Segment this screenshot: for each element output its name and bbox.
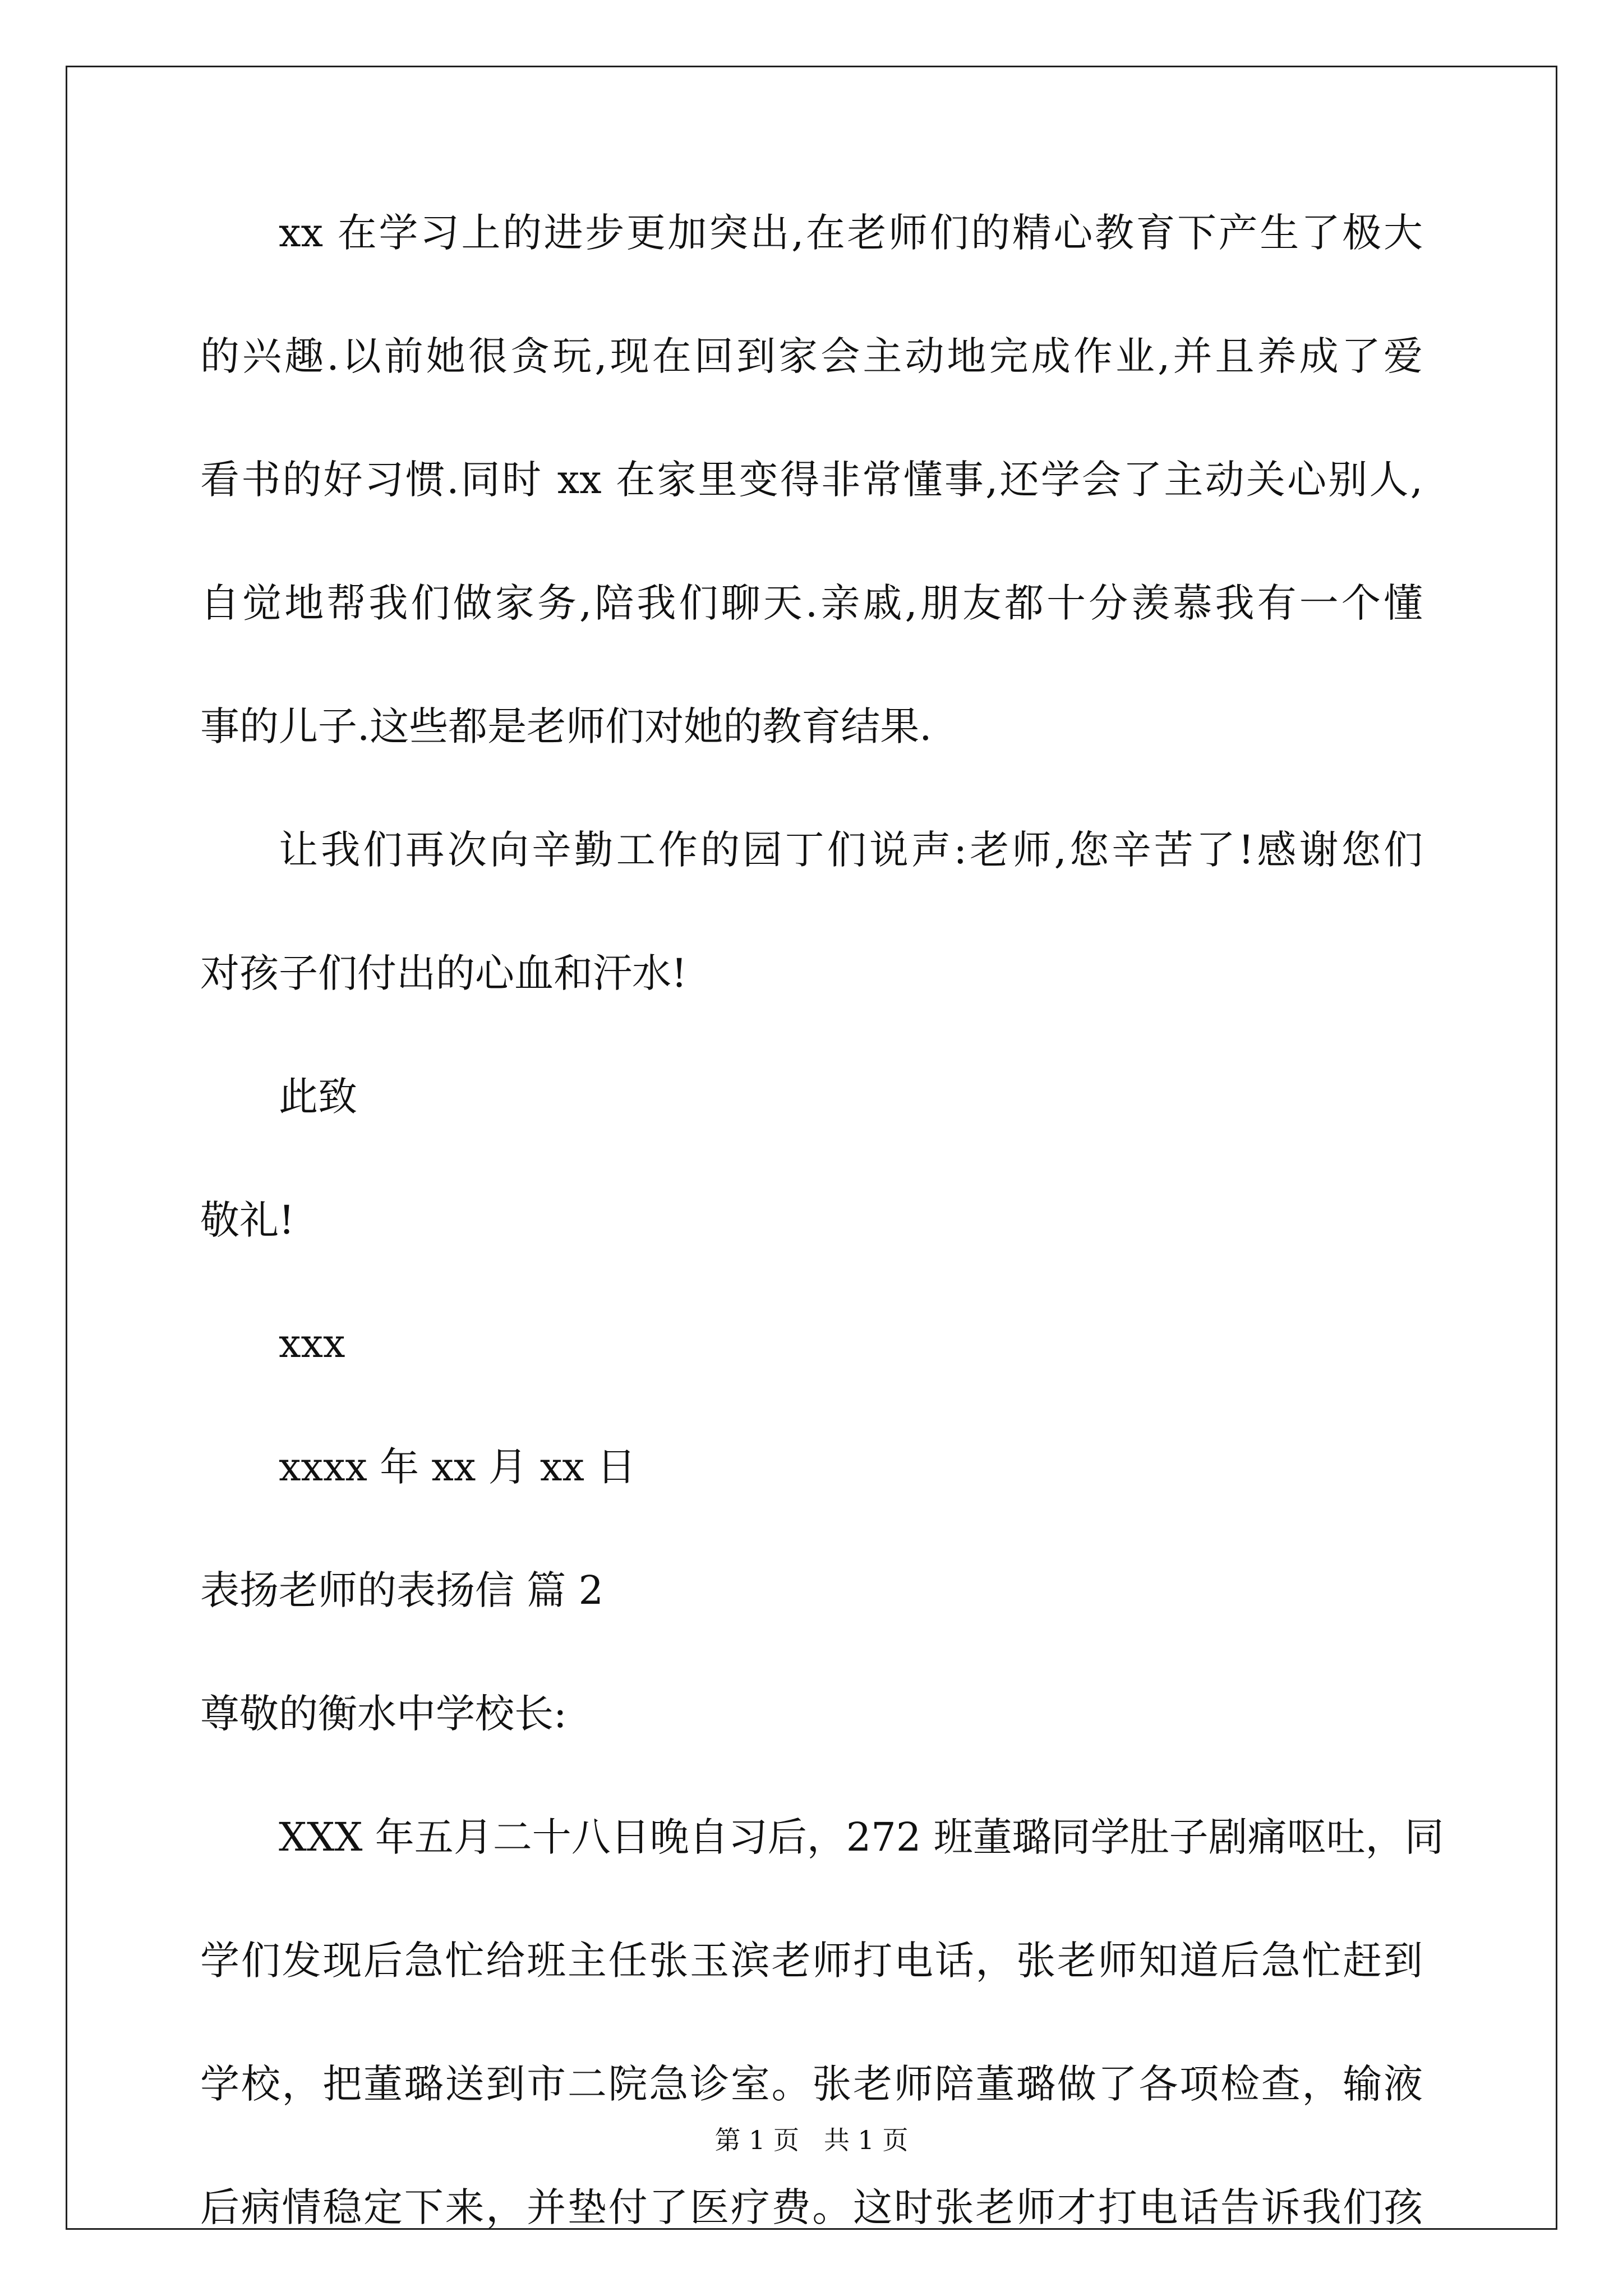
paragraph-2-line-1: 让我们再次向辛勤工作的园丁们说声:老师,您辛苦了!感谢您们 — [279, 827, 1423, 873]
body2-line-4: 后病情稳定下来，并垫付了医疗费。这时张老师才打电话告诉我们孩 — [200, 2184, 1423, 2230]
page-border — [66, 66, 1557, 2230]
page-number: 第 1 页 — [714, 2125, 800, 2155]
body2-line-1: XXX 年五月二十八日晚自习后，272 班董璐同学肚子剧痛呕吐，同 — [279, 1814, 1444, 1860]
paragraph-1-line-3: 看书的好习惯.同时 xx 在家里变得非常懂事,还学会了主动关心别人, — [200, 457, 1423, 503]
date-text: xxxx 年 xx 月 xx 日 — [279, 1444, 637, 1490]
paragraph-1-line-2: 的兴趣.以前她很贪玩,现在回到家会主动地完成作业,并且养成了爱 — [200, 333, 1423, 379]
paragraph-1-line-1: xx 在学习上的进步更加突出,在老师们的精心教育下产生了极大 — [279, 210, 1423, 256]
paragraph-1-line-4: 自觉地帮我们做家务,陪我们聊天.亲戚,朋友都十分羡慕我有一个懂 — [200, 580, 1423, 626]
page-footer — [0, 2123, 1623, 2157]
page-total: 共 1 页 — [823, 2125, 909, 2155]
greeting-text: 尊敬的衡水中学校长: — [200, 1691, 567, 1737]
closing-text: 此致 — [279, 1074, 357, 1120]
paragraph-2-line-2: 对孩子们付出的心血和汗水! — [200, 950, 688, 996]
section-title: 表扬老师的表扬信 篇 2 — [200, 1567, 604, 1613]
salute-text: 敬礼! — [200, 1197, 295, 1243]
body2-line-2: 学们发现后急忙给班主任张玉滨老师打电话，张老师知道后急忙赶到 — [200, 1938, 1423, 1984]
body2-line-3: 学校，把董璐送到市二院急诊室。张老师陪董璐做了各项检查，输液 — [200, 2061, 1423, 2107]
paragraph-1-line-5: 事的儿子.这些都是老师们对她的教育结果. — [200, 703, 932, 749]
signature-text: xxx — [279, 1320, 345, 1366]
